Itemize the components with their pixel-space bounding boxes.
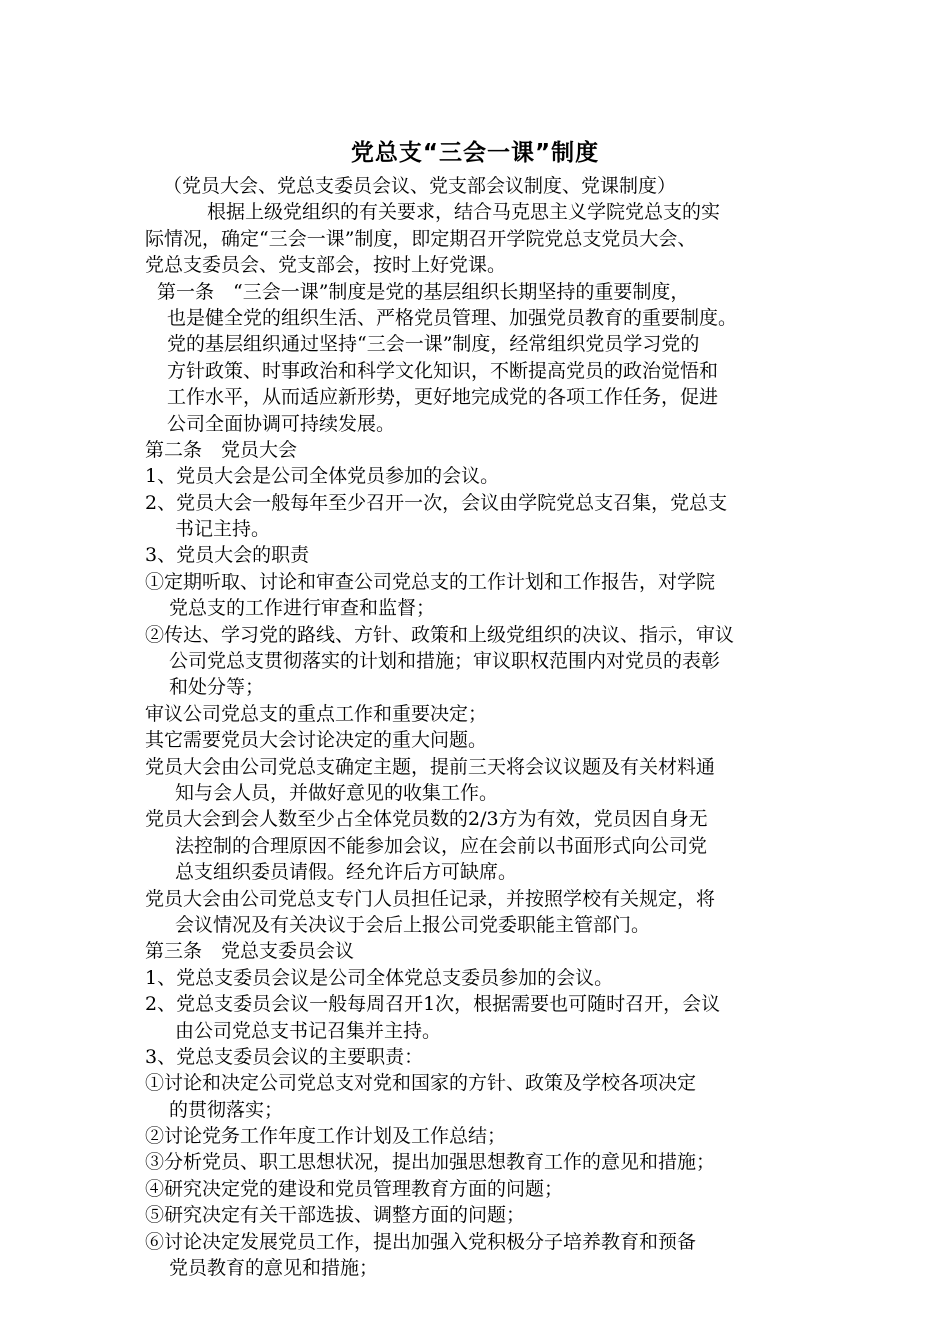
rule-paragraph-cont: 法控制的合理原因不能参加会议，应在会前以书面形式向公司党 — [175, 834, 708, 857]
duty-item: ⑤研究决定有关干部选拔、调整方面的问题； — [145, 1204, 526, 1227]
article-3-heading: 第三条 党总支委员会议 — [145, 940, 355, 963]
rule-paragraph: 党员大会由公司党总支专门人员担任记录，并按照学校有关规定，将 — [145, 887, 716, 910]
article-1-line: 党的基层组织通过坚持“三会一课”制度，经常组织党员学习党的 — [167, 333, 700, 356]
duty-item: ⑥讨论决定发展党员工作，提出加强入党积极分子培养教育和预备 — [145, 1230, 697, 1253]
article-1-line: 工作水平，从而适应新形势，更好地完成党的各项工作任务，促进 — [167, 386, 719, 409]
document-title: 党总支“三会一课”制度 — [350, 140, 600, 166]
document-body — [145, 173, 815, 1281]
duty-item: ②讨论党务工作年度工作计划及工作总结； — [145, 1125, 507, 1148]
duty-item: ③分析党员、职工思想状况，提出加强思想教育工作的意见和措施； — [145, 1151, 716, 1174]
intro-line: 根据上级党组织的有关要求，结合马克思主义学院党总支的实 — [207, 201, 721, 224]
duty-item: ④研究决定党的建设和党员管理教育方面的问题； — [145, 1177, 564, 1200]
article-2-heading: 第二条 党员大会 — [145, 438, 298, 461]
rule-paragraph: 党员大会到会人数至少占全体党员数的2/3方为有效，党员因自身无 — [145, 808, 708, 831]
article-2-item: 1、党员大会是公司全体党员参加的会议。 — [145, 465, 500, 488]
duty-item: ②传达、学习党的路线、方针、政策和上级党组织的决议、指示，审议 — [145, 623, 735, 646]
rule-paragraph-cont: 知与会人员，并做好意见的收集工作。 — [175, 781, 499, 804]
article-1-line: 方针政策、时事政治和科学文化知识，不断提高党员的政治觉悟和 — [167, 359, 719, 382]
duty-item: 审议公司党总支的重点工作和重要决定； — [145, 702, 488, 725]
subtitle-line: （党员大会、党总支委员会议、党支部会议制度、党课制度） — [163, 175, 677, 197]
rule-paragraph-cont: 总支组织委员请假。经允许后方可缺席。 — [175, 861, 518, 884]
article-1-line: 也是健全党的组织生活、严格党员管理、加强党员教育的重要制度。 — [167, 306, 738, 329]
article-1-line: 公司全面协调可持续发展。 — [167, 412, 396, 435]
article-3-item: 1、党总支委员会议是公司全体党总支委员参加的会议。 — [145, 966, 614, 989]
article-2-item: 3、党员大会的职责 — [145, 544, 310, 567]
duty-item: ①讨论和决定公司党总支对党和国家的方针、政策及学校各项决定 — [145, 1072, 697, 1095]
duty-item-cont: 党总支的工作进行审查和监督； — [169, 597, 436, 620]
duty-item-cont: 的贯彻落实； — [169, 1098, 284, 1121]
intro-line: 际情况，确定“三会一课”制度，即定期召开学院党总支党员大会、 — [145, 227, 697, 250]
article-3-item: 2、党总支委员会议一般每周召开1次，根据需要也可随时召开，会议 — [145, 993, 721, 1016]
article-3-item-cont: 由公司党总支书记召集并主持。 — [175, 1019, 442, 1042]
article-1-heading-line: 第一条 “三会一课”制度是党的基层组织长期坚持的重要制度， — [157, 280, 690, 303]
intro-line: 党总支委员会、党支部会，按时上好党课。 — [145, 254, 507, 277]
duty-item-cont: 公司党总支贯彻落实的计划和措施；审议职权范围内对党员的表彰 — [169, 650, 721, 673]
article-2-item-cont: 书记主持。 — [175, 518, 271, 541]
duty-item-cont: 党员教育的意见和措施； — [169, 1257, 379, 1280]
duty-item: ①定期听取、讨论和审查公司党总支的工作计划和工作报告，对学院 — [145, 570, 716, 593]
duty-item: 其它需要党员大会讨论决定的重大问题。 — [145, 729, 488, 752]
article-2-item: 2、党员大会一般每年至少召开一次，会议由学院党总支召集，党总支 — [145, 491, 728, 514]
rule-paragraph: 党员大会由公司党总支确定主题，提前三天将会议议题及有关材料通 — [145, 755, 716, 778]
rule-paragraph-cont: 会议情况及有关决议于会后上报公司党委职能主管部门。 — [175, 913, 651, 936]
duty-item-cont: 和处分等； — [169, 676, 265, 699]
article-3-item: 3、党总支委员会议的主要职责： — [145, 1045, 424, 1068]
